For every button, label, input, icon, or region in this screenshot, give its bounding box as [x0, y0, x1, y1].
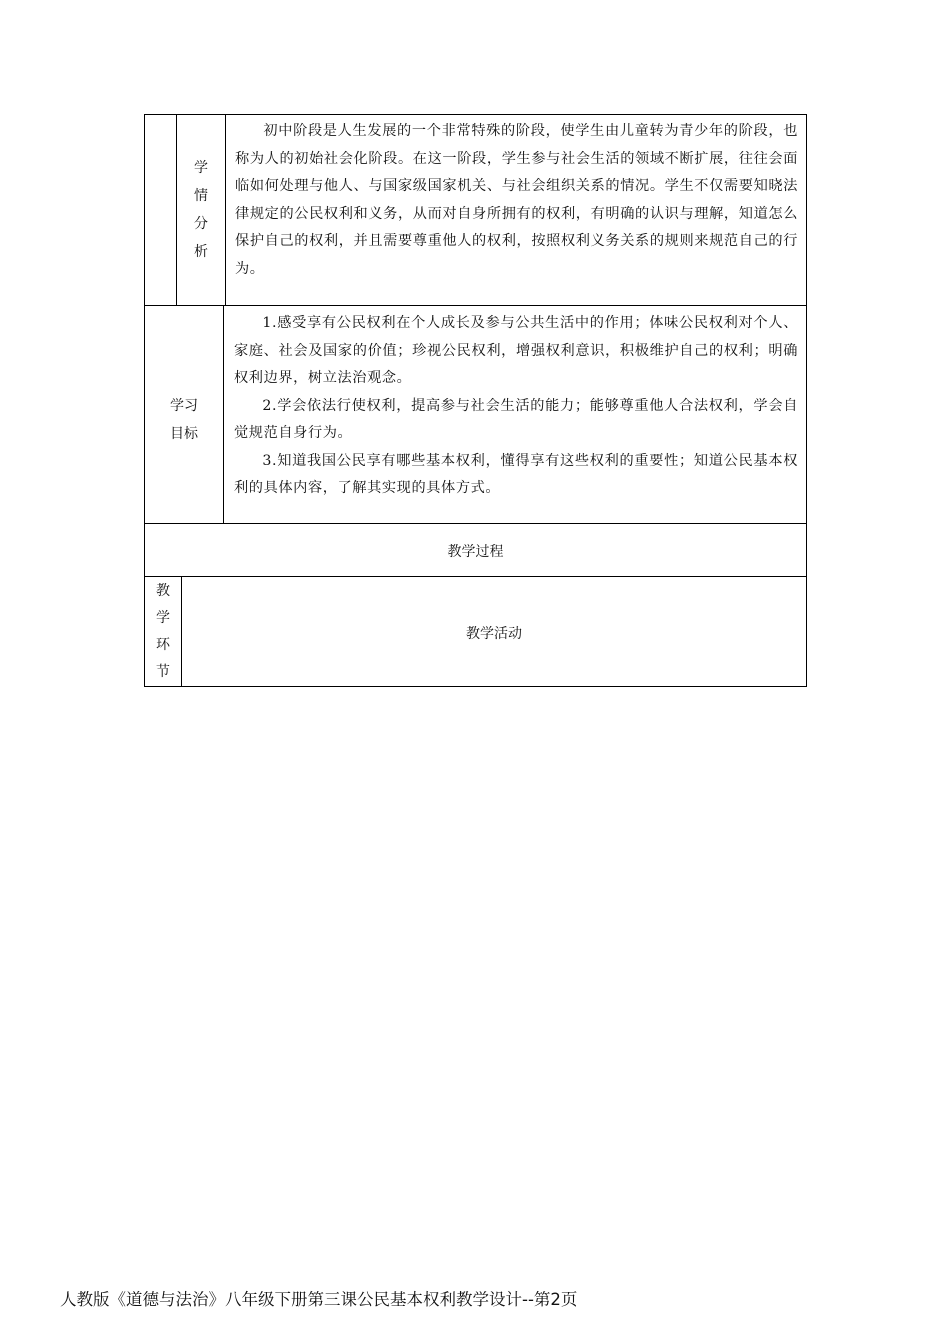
learning-goals-text	[234, 310, 798, 503]
label-char: 析	[194, 244, 208, 260]
col-divider-goals	[223, 305, 224, 524]
goal-item: 2.学会依法行使权利，提高参与社会生活的能力；能够尊重他人合法权利，学会自觉规范自身行为。	[234, 397, 798, 441]
page-footer: 人教版《道德与法治》八年级下册第三课公民基本权利教学设计--第2页	[60, 1290, 578, 1309]
label-char: 分	[194, 216, 208, 232]
student-analysis-text: 初中阶段是人生发展的一个非常特殊的阶段，使学生由儿童转为青少年的阶段，也称为人的初始社会化阶段。在这一阶段，学生参与社会生活的领域不断扩展，往往会面临如何处理与他人、与国家级国家机关、与社会组织关系的情况。学生不仅需要知晓法律规定的公民权利和义务，从而对自身所拥有的权利，有明确的认识与理解，知道怎么保护自己的权利，并且需要尊重他人的权利，按照权利义务关系的规则来规范自己的行为。	[235, 123, 798, 277]
goal-item: 3.知道我国公民享有哪些基本权利，懂得享有这些权利的重要性；知道公民基本权利的具体内容，了解其实现的具体方式。	[234, 452, 798, 496]
student-analysis-label	[177, 114, 225, 306]
row-divider-2	[144, 523, 807, 524]
label-char: 教	[156, 583, 170, 599]
teaching-stage-label	[145, 577, 181, 687]
label-line: 学习	[170, 398, 198, 414]
table-border-top	[144, 114, 807, 115]
col-divider-analysis	[225, 114, 226, 306]
label-line: 目标	[170, 426, 198, 442]
label-char: 节	[156, 664, 170, 680]
label-char: 环	[156, 637, 170, 653]
goal-item: 1.感受享有公民权利在个人成长及参与公共生活中的作用；体味公民权利对个人、家庭、社会及国家的价值；珍视公民权利，增强权利意识，积极维护自己的权利；明确权利边界，树立法治观念。	[234, 315, 798, 386]
label-char: 学	[194, 160, 208, 176]
teaching-process-heading: 教学过程	[447, 544, 504, 560]
row-divider-3	[144, 576, 807, 577]
learning-goals-label	[145, 392, 223, 448]
teaching-activity-heading: 教学活动	[466, 626, 522, 642]
table-border-right	[806, 114, 807, 687]
label-char: 学	[156, 610, 170, 626]
table-border-bottom	[144, 686, 807, 687]
row-divider-1	[144, 305, 807, 306]
label-char: 情	[194, 188, 208, 204]
